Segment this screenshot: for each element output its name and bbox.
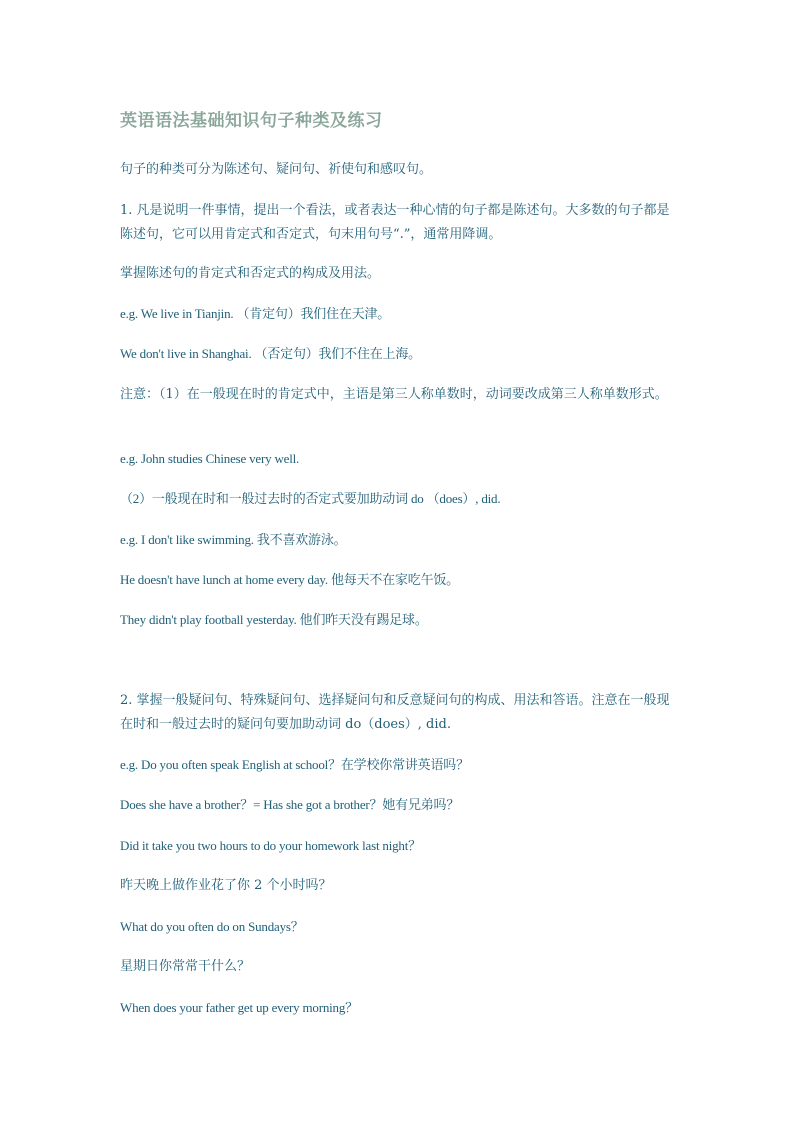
example-negative: We don't live in Shanghai. （否定句）我们不住在上海。: [120, 346, 421, 361]
page-title: 英语语法基础知识句子种类及练习: [120, 111, 383, 131]
paragraph-note-1: 注意：（1）在一般现在时的肯定式中，主语是第三人称单数时，动词要改成第三人称单数形式。: [120, 387, 668, 402]
example-sundays: What do you often do on Sundays？: [120, 919, 304, 934]
example-football: They didn't play football yesterday. 他们昨天没有踢足球。: [120, 612, 428, 627]
example-homework: Did it take you two hours to do your homework last night？: [120, 838, 421, 853]
paragraph-declarative-definition: 1. 凡是说明一件事情，提出一个看法，或者表达一种心情的句子都是陈述句。大多数的句子都是陈述句，它可以用肯定式和否定式，句末用句号“.”，通常用降调。: [120, 203, 670, 242]
example-affirmative: e.g. We live in Tianjin. （肯定句）我们住在天津。: [120, 306, 391, 321]
translation-sundays: 星期日你常常干什么？: [120, 959, 251, 974]
example-brother: Does she have a brother？= Has she got a brother？她有兄弟吗？: [120, 797, 460, 812]
paragraph-intro: 句子的种类可分为陈述句、疑问句、祈使句和感叹句。: [120, 162, 433, 177]
example-speak-english: e.g. Do you often speak English at school？在学校你常讲英语吗？: [120, 757, 469, 772]
paragraph-master-declarative: 掌握陈述句的肯定式和否定式的构成及用法。: [120, 266, 381, 281]
paragraph-note-2: （2）一般现在时和一般过去时的否定式要加助动词 do （does）, did.: [120, 491, 501, 506]
translation-homework: 昨天晚上做作业花了你 2 个小时吗？: [120, 878, 332, 893]
paragraph-interrogative: 2. 掌握一般疑问句、特殊疑问句、选择疑问句和反意疑问句的构成、用法和答语。注意在一般现在时和一般过去时的疑问句要加助动词 do（does）, did.: [120, 693, 670, 732]
example-john: e.g. John studies Chinese very well.: [120, 451, 300, 466]
example-swimming: e.g. I don't like swimming. 我不喜欢游泳。: [120, 532, 347, 547]
example-lunch: He doesn't have lunch at home every day. 他每天不在家吃午饭。: [120, 572, 459, 587]
example-father: When does your father get up every morning？: [120, 1000, 358, 1015]
